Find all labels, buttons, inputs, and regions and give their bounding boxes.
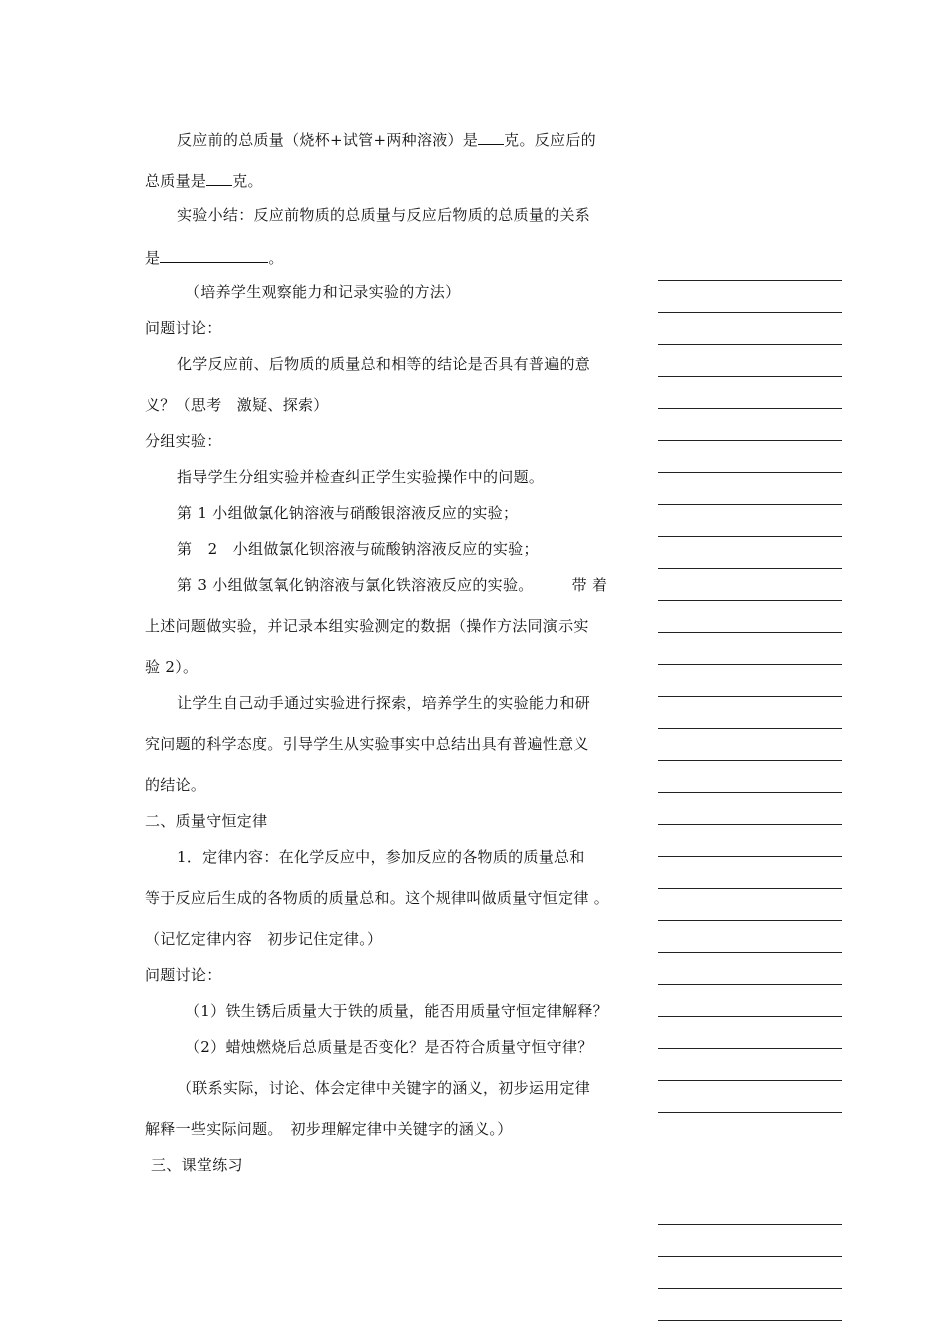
note-rule [658, 536, 842, 537]
text-line [145, 169, 637, 191]
fill-blank [478, 128, 504, 145]
note-rule [658, 856, 842, 857]
text-line [145, 575, 669, 595]
note-rule [658, 600, 842, 601]
text-line: （培养学生观察能力和记录实验的方法） [185, 283, 461, 301]
note-rule [658, 664, 842, 665]
note-rule [658, 472, 842, 473]
note-rule [658, 1224, 842, 1225]
text-span: 。 [268, 249, 284, 267]
text-line: 验 2）。 [145, 658, 199, 676]
note-rule [658, 1320, 842, 1321]
text-line: （1）铁生锈后质量大于铁的质量，能否用质量守恒定律解释？ [185, 1002, 608, 1020]
note-rule [658, 792, 842, 793]
text-span: 总质量是 [145, 172, 207, 190]
text-line: 实验小结：反应前物质的总质量与反应后物质的总质量的关系 [177, 206, 591, 224]
text-line: 义？（思考 激疑、探索） [145, 396, 329, 414]
text-line [145, 128, 669, 150]
note-rule [658, 440, 842, 441]
text-line: （联系实际，讨论、体会定律中关键字的涵义，初步运用定律 [177, 1079, 591, 1097]
section-heading: 三、课堂练习 [151, 1156, 243, 1174]
text-line: 化学反应前、后物质的质量总和相等的结论是否具有普遍的意 [177, 355, 591, 373]
text-line [145, 246, 637, 268]
note-rule [658, 696, 842, 697]
note-rule [658, 1016, 842, 1017]
text-span: 第 3 小组做氢氧化钠溶液与氯化铁溶液反应的实验。 [177, 576, 534, 594]
text-line: 第 1 小组做氯化钠溶液与硝酸银溶液反应的实验； [177, 504, 519, 522]
text-line: 指导学生分组实验并检查纠正学生实验操作中的问题。 [177, 468, 545, 486]
note-rule [658, 952, 842, 953]
text-line: 解释一些实际问题。 初步理解定律中关键字的涵义。） [145, 1120, 513, 1138]
fill-blank [160, 246, 268, 263]
note-rule [658, 760, 842, 761]
note-rule [658, 1256, 842, 1257]
note-rule [658, 504, 842, 505]
section-label: 问题讨论： [145, 966, 222, 984]
note-rule [658, 632, 842, 633]
text-line: 等于反应后生成的各物质的质量总和。这个规律叫做质量守恒定律 。 [145, 889, 610, 907]
text-line: （2）蜡烛燃烧后总质量是否变化？是否符合质量守恒守律？ [185, 1038, 593, 1056]
text-line: 让学生自己动手通过实验进行探索，培养学生的实验能力和研 [177, 694, 591, 712]
text-span: 反应前的总质量（烧杯+试管+两种溶液）是 [177, 131, 479, 149]
note-rule [658, 984, 842, 985]
section-label: 问题讨论： [145, 319, 222, 337]
note-rule [658, 344, 842, 345]
text-span: 是 [145, 249, 161, 267]
text-line: （记忆定律内容 初步记住定律。） [145, 930, 383, 948]
text-span: 克。 [232, 172, 263, 190]
note-rule [658, 1048, 842, 1049]
note-rule [658, 312, 842, 313]
note-rule [658, 376, 842, 377]
note-rule [658, 888, 842, 889]
note-rule [658, 568, 842, 569]
note-rule [658, 920, 842, 921]
note-rule [658, 408, 842, 409]
note-rule [658, 1080, 842, 1081]
text-line: 上述问题做实验，并记录本组实验测定的数据（操作方法同演示实 [145, 617, 589, 635]
fill-blank [206, 169, 232, 186]
text-line: 究问题的科学态度。引导学生从实验事实中总结出具有普遍性意义 [145, 735, 589, 753]
text-span: 克。反应后的 [504, 131, 596, 149]
section-heading: 二、质量守恒定律 [145, 812, 268, 830]
note-rule [658, 280, 842, 281]
note-rule [658, 824, 842, 825]
text-line: 1．定律内容：在化学反应中，参加反应的各物质的质量总和 [177, 848, 585, 866]
note-rule [658, 1288, 842, 1289]
text-line: 的结论。 [145, 776, 207, 794]
text-line: 第 2 小组做氯化钡溶液与硫酸钠溶液反应的实验； [177, 540, 539, 558]
section-label: 分组实验： [145, 432, 222, 450]
note-rule [658, 1112, 842, 1113]
note-rule [658, 728, 842, 729]
text-span: 带 着 [571, 576, 608, 594]
